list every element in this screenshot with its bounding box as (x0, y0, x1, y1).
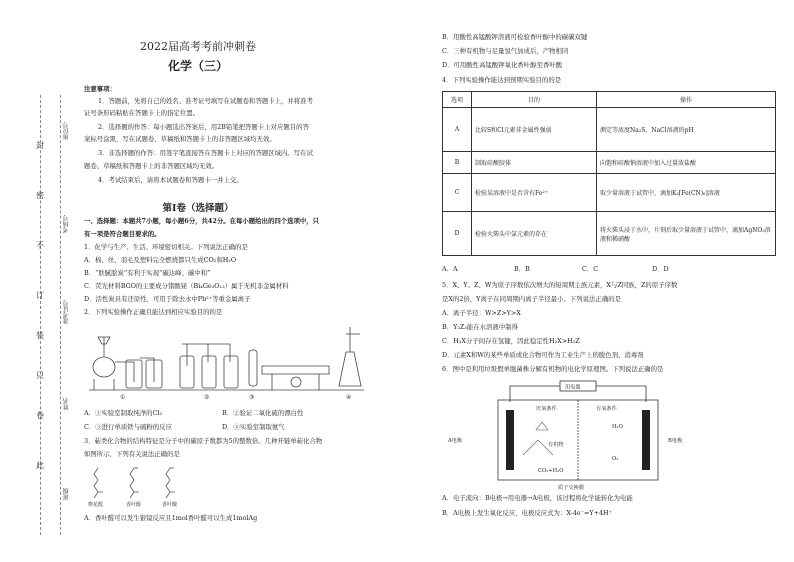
q4-cell: 向饱和硅酸钠溶液中加入过量浓盐酸 (597, 152, 776, 174)
q1-option-c: C．荧光材料BGO的主要成分锗酸铋（Bi₄Ge₃O₁₂）属于无机非金属材料 (84, 282, 289, 290)
q6-left-electrode-label: A电极 (448, 438, 463, 444)
class-label: 班级 (63, 488, 70, 500)
q2-fig-label-3: ③ (249, 394, 255, 400)
notes-line: 题卷、草稿纸和答题卡上的非答题区域均无效。 (84, 162, 219, 170)
table-row (443, 212, 776, 256)
paper-subtitle: 化学（三） (167, 59, 228, 73)
q4-answer-b: B．B (514, 265, 530, 273)
q6-option-b: B．A电极上发生氧化反应，电极反应式为：X-4e⁻=Y+4H⁺ (442, 509, 612, 517)
q4-answer-c: C．C (582, 265, 599, 273)
q6-option-a: A．电子流向：B电极→用电器→A电极，该过程将化学能转化为电能 (442, 494, 633, 502)
q4-header: 选项 (443, 92, 472, 108)
q6-cell-figure (448, 380, 708, 492)
q4-header: 目的 (472, 92, 597, 108)
margin-char: 此 (36, 461, 44, 470)
q4-cell: 取少量溶液于试管中，滴加K₃[Fe(CN)₆]溶液 (597, 174, 776, 212)
notes-line: 2．选择题的作答：每小题选出答案后，用2B铅笔把答题卡上对应题目的答 (98, 123, 309, 131)
q6-h2o-label: H₂O (612, 424, 623, 430)
notes-line: 案标号涂黑，写在试题卷、草稿纸和答题卡上的非答题区域均无效。 (84, 135, 276, 143)
section-title: 第Ⅰ卷（选择题） (162, 203, 234, 214)
table-row (443, 108, 776, 152)
q4-cell: 检验火柴头中氯元素的存在 (472, 212, 597, 256)
q6-membrane-label: 质子交换膜 (558, 485, 584, 491)
q1-stem: 1．化学与生产、生活、环境密切相关。下列说法正确的是 (84, 243, 248, 251)
section-intro: 一、选择题：本题共7小题，每小题6分，共42分。在每小题给出的四个选项中，只 (84, 217, 320, 225)
q4-answer-a: A．A (442, 265, 458, 273)
q3-option-c: C．三种有机物与足量氢气加成后，产物相同 (442, 47, 569, 55)
notes-line: 1．答题前，先将自己的姓名、准考证号填写在试题卷和答题卡上，并将准考 (98, 97, 313, 105)
q2-apparatus-figure (84, 322, 374, 400)
q4-cell: 将火柴头浸于水中，片刻后取少量溶液于试管中，滴加AgNO₃溶液和稀硝酸 (597, 212, 776, 256)
q1-option-b: B．“肤腻脍炭”有利于实现“碳达峰、碳中和” (84, 269, 211, 277)
q2-option-a: A．①实验室制取纯净的Cl₂ (84, 409, 163, 417)
q4-stem: 4．下列实验操作能达到预期实验目的的是 (442, 76, 562, 84)
q4-cell: 测定等浓度Na₂S、NaCl溶液的pH (597, 108, 776, 152)
q3-option-a: A．香叶醛可以发生银镜反应且1mol香叶醛可以生成1molAg (84, 514, 258, 522)
q4-cell: D (443, 212, 472, 256)
notes-line: 4．考试结束后，请将本试题卷和答题卡一并上交。 (98, 176, 243, 184)
q4-header: 操作 (597, 92, 776, 108)
q3-mol-label-3: 香叶酸 (162, 502, 178, 508)
table-row (443, 174, 776, 212)
notes-heading: 注意事项： (84, 85, 116, 93)
q3-option-b: B．用酸性高锰酸钾溶液可检验香叶醇中的碳碳双键 (442, 33, 588, 41)
q4-cell: B (443, 152, 472, 174)
margin-char: 封 (36, 141, 44, 150)
q2-fig-label-2: ② (204, 394, 210, 400)
seal-line (60, 95, 61, 535)
q4-cell: C (443, 174, 472, 212)
margin-char: 装 (36, 331, 44, 340)
q1-option-d: D．活性炭具有还原性，可用于除去水中Pb²⁺等重金属离子 (84, 295, 251, 303)
q5-option-b: B．Y₂Z₃能在水溶液中制得 (442, 323, 518, 331)
q6-o2-label: O₂ (612, 456, 619, 462)
q4-table (442, 91, 776, 256)
binding-margin (0, 0, 70, 562)
q5-option-d: D．元素X和W的某些单质或化合物可作为工业生产上的脱色剂、消毒剂 (442, 351, 644, 359)
q1-option-a: A．棉、丝、羽毛及塑料完全燃烧都只生成CO₂和H₂O (84, 256, 237, 264)
margin-char: 卷 (36, 411, 44, 420)
q6-organic-label: 有机物 (548, 442, 564, 448)
q6-aerobic-label: 有氧条件 (596, 406, 617, 412)
paper-title: 2022届高考考前冲刺卷 (140, 40, 256, 53)
q3-molecule-figure (86, 462, 196, 508)
q4-cell: A (443, 108, 472, 152)
notes-line: 3．非选择题的作答：用签字笔直接答在答题卡上对应的答题区域内。写在试 (98, 149, 313, 157)
admission-number-label: 准考证号 (63, 300, 70, 324)
q6-device-label: 用电器 (565, 384, 581, 391)
q5-option-a: A．离子半径：W>Z>Y>X (442, 309, 521, 317)
q2-stem: 2．下列实验操作正确且能达到相应实验目的的是 (84, 308, 223, 316)
q3-mol-label-2: 香叶醇 (126, 502, 142, 508)
margin-char: 只 (36, 371, 44, 380)
margin-char: 不 (36, 241, 44, 250)
q4-cell: 比较S和Cl元素非金属性强弱 (472, 108, 597, 152)
q2-option-d: D．④实验室制取氨气 (222, 423, 285, 431)
q6-co2-label: CO₂+H₂O (538, 468, 564, 474)
name-label: 姓名 (63, 398, 70, 410)
table-row (443, 152, 776, 174)
q2-fig-label-1: ① (120, 394, 126, 400)
q4-answer-d: D．D (652, 265, 669, 273)
q5-stem: 5．X、Y、Z、W为原子序数依次增大的短周期主族元素，X与Z同族，Z的原子序数 (442, 281, 678, 289)
exam-room-label: 考场号 (63, 215, 70, 233)
q5-option-c: C．H₂X分子间存在氢键，因此稳定性H₂X>H₂Z (442, 337, 580, 345)
q2-option-b: B．②验证二氧化硫的漂白性 (222, 409, 304, 417)
margin-char: 订 (36, 291, 44, 300)
q3-stem: 如图所示，下列有关说法正确的是 (84, 450, 180, 458)
q3-mol-label-1: 橙花醛 (88, 502, 104, 508)
notes-line: 证号条形码粘贴在答题卡上的指定位置。 (84, 109, 200, 117)
q2-fig-label-4: ④ (346, 394, 352, 400)
q6-anaerobic-label: 厌氧条件 (536, 406, 557, 412)
q6-stem: 6．图中是利用垃圾假单胞菌株分解有机物的电化学原理图。下列说法正确的是 (442, 365, 664, 373)
q2-option-c: C．③进行单质铁与硫粉的反应 (84, 423, 172, 431)
q4-cell: 制取硅酸胶体 (472, 152, 597, 174)
q3-option-d: D．可用酸性高锰酸钾氧化香叶醇至香叶酸 (442, 61, 563, 69)
q3-stem: 3．萜类化合物的结构特征是分子中的碳原子数都为5的整数倍。几种开链单萜化合物 (84, 437, 323, 445)
q4-cell: 检验某溶液中是否含有Fe²⁺ (472, 174, 597, 212)
q5-stem: 是X的2倍，Y离子在同周期内离子半径最小。下列说法正确的是 (442, 295, 621, 303)
section-intro: 有一项是符合题目要求的。 (84, 230, 161, 238)
margin-char: 密 (36, 191, 44, 200)
seat-number-label: 座位号 (63, 122, 70, 140)
q6-right-electrode-label: B电极 (668, 438, 683, 444)
